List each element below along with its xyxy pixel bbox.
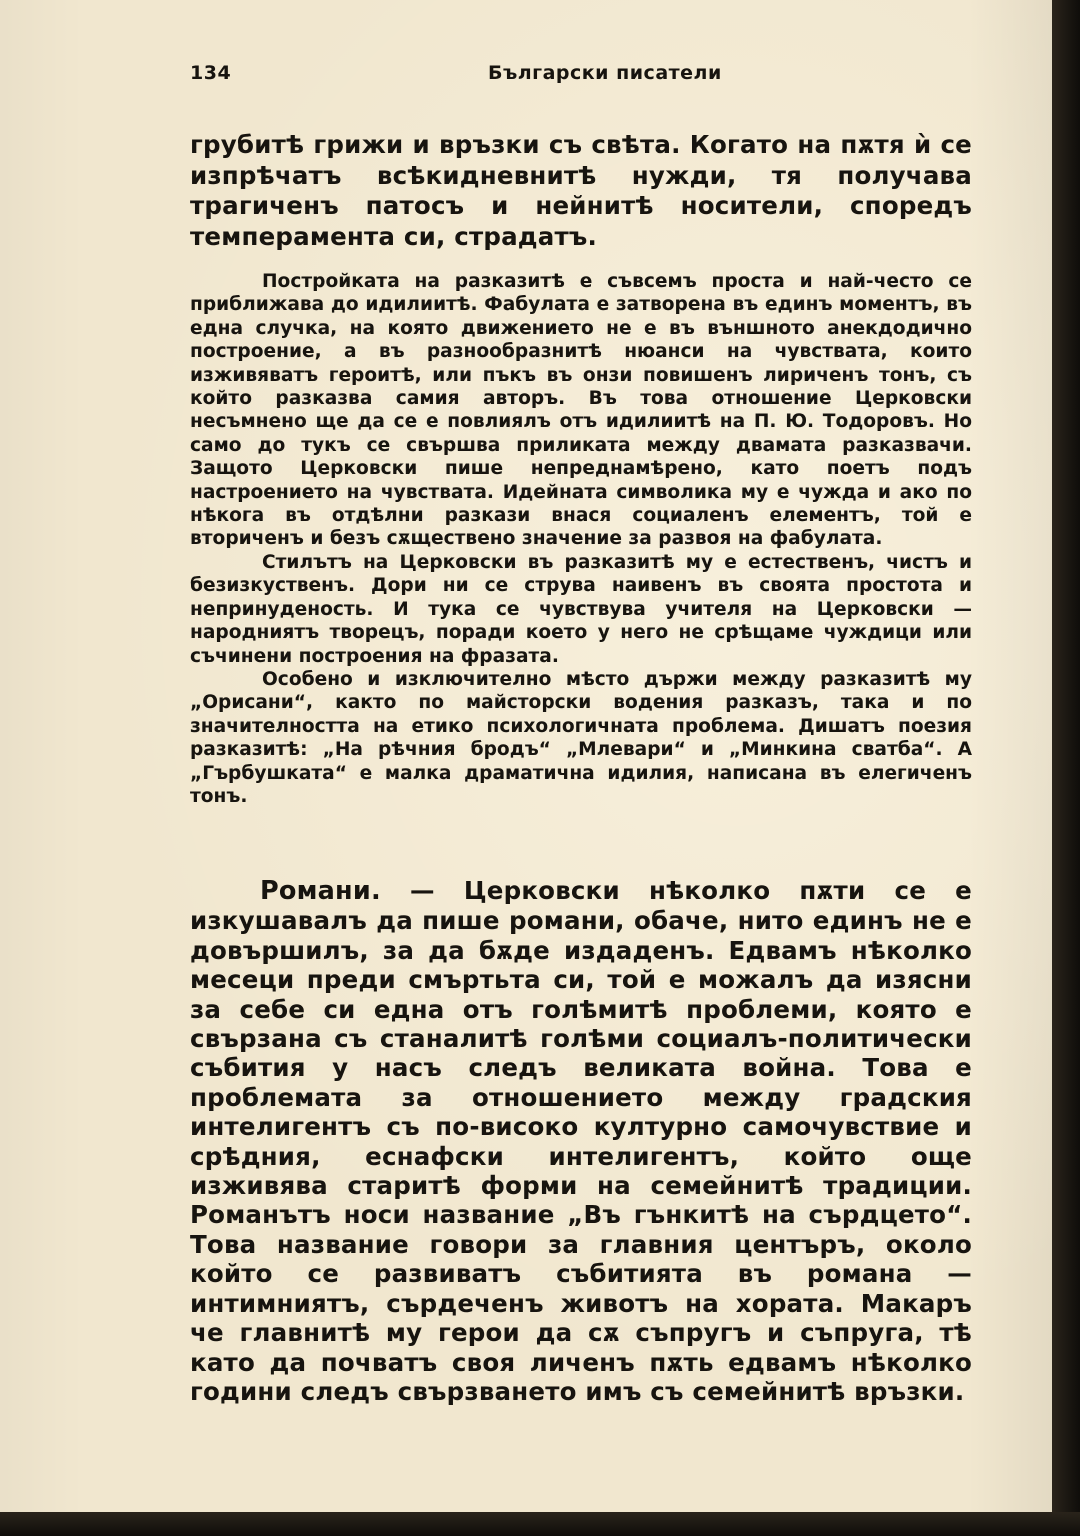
page-shadow-bottom: [0, 1512, 1080, 1536]
romani-body: — Церковски нѣколко пѫти се е изкушавалъ да пише романи, обаче, нито единъ не е довършилъ, за да бѫде издаденъ. Едвамъ нѣколко месеци преди смъртьта си, той е можалъ да изясни за себе си една отъ голѣмитѣ проблеми, която е свързана съ станалитѣ голѣми социалъ-политически събития у насъ следъ великата война. Това е проблемата за отношението между градския интелигентъ съ по-високо културно самочувствие и срѣдния, еснафски интелигентъ, който още изживява старитѣ форми на семейнитѣ традиции. Романътъ носи название „Въ гънкитѣ на сърдцето“. Това название говори за главния центъръ, около който се развиватъ събитията въ романа — интимниятъ, сърдеченъ животъ на хората. Макаръ че главнитѣ му герои да сѫ съпругъ и съпруга, тѣ като да почватъ своя личенъ пѫть едвамъ нѣколко години следъ свързването имъ съ семейнитѣ връзки.: [190, 876, 972, 1406]
page-header: [190, 58, 972, 92]
page-number: 134: [190, 62, 232, 84]
small-print-block: [190, 270, 972, 808]
running-title: Български писатели: [488, 62, 722, 84]
page-shadow-edge: [1052, 0, 1080, 1536]
paragraph-orisani: Особено и изключително мѣсто държи между разказитѣ му „Орисани“, както по майсторски водения разказъ, така и по значителността на етико психологичната проблема. Дишатъ поезия разказитѣ: „На рѣчния бродъ“ „Млевари“ и „Минкина сватба“. А „Гърбушката“ е малка драматична идилия, написана въ елегиченъ тонъ.: [190, 668, 972, 807]
paragraph-structure: Постройката на разказитѣ е съвсемъ проста и най-често се приближава до идилиитѣ. Фабулата е затворена въ единъ моментъ, въ една случка, на която движението не е въ външното анекдодично построение, а въ разнообразнитѣ нюанси на чувствата, които изживяватъ героитѣ, или пъкъ въ онзи повишенъ лириченъ тонъ, съ който разказва самия авторъ. Въ това отношение Церковски несъмнено ще да се е повлиялъ отъ идилиитѣ на П. Ю. Тодоровъ. Но само до тукъ се свършва приликата между двамата разказвачи. Защото Церковски пише непреднамѣрено, като поетъ подъ настроението на чувствата. Идейната символика му е чужда и ако по нѣкога въ отдѣлни разкази внася социаленъ елементъ, той е вториченъ и безъ сѫществено значение за развоя на фабулата.: [190, 271, 972, 550]
section-heading: Романи.: [260, 876, 381, 906]
lead-paragraph: грубитѣ грижи и връзки съ свѣта. Когато на пѫтя ѝ се изпрѣчатъ всѣкидневнитѣ нужди, тя получава трагиченъ патосъ и нейнитѣ носители, споредъ темперамента си, страдатъ.: [190, 130, 972, 251]
paragraph-style: Стилътъ на Церковски въ разказитѣ му е естественъ, чистъ и безизкуственъ. Дори ни се струва наивенъ въ своята простота и непринуденость. И тука се чувствува учителя на Церковски — народниятъ творецъ, поради което у него не срѣщаме чуждици или съчинени построения на фразата.: [190, 551, 972, 667]
romani-section: [190, 876, 972, 1406]
